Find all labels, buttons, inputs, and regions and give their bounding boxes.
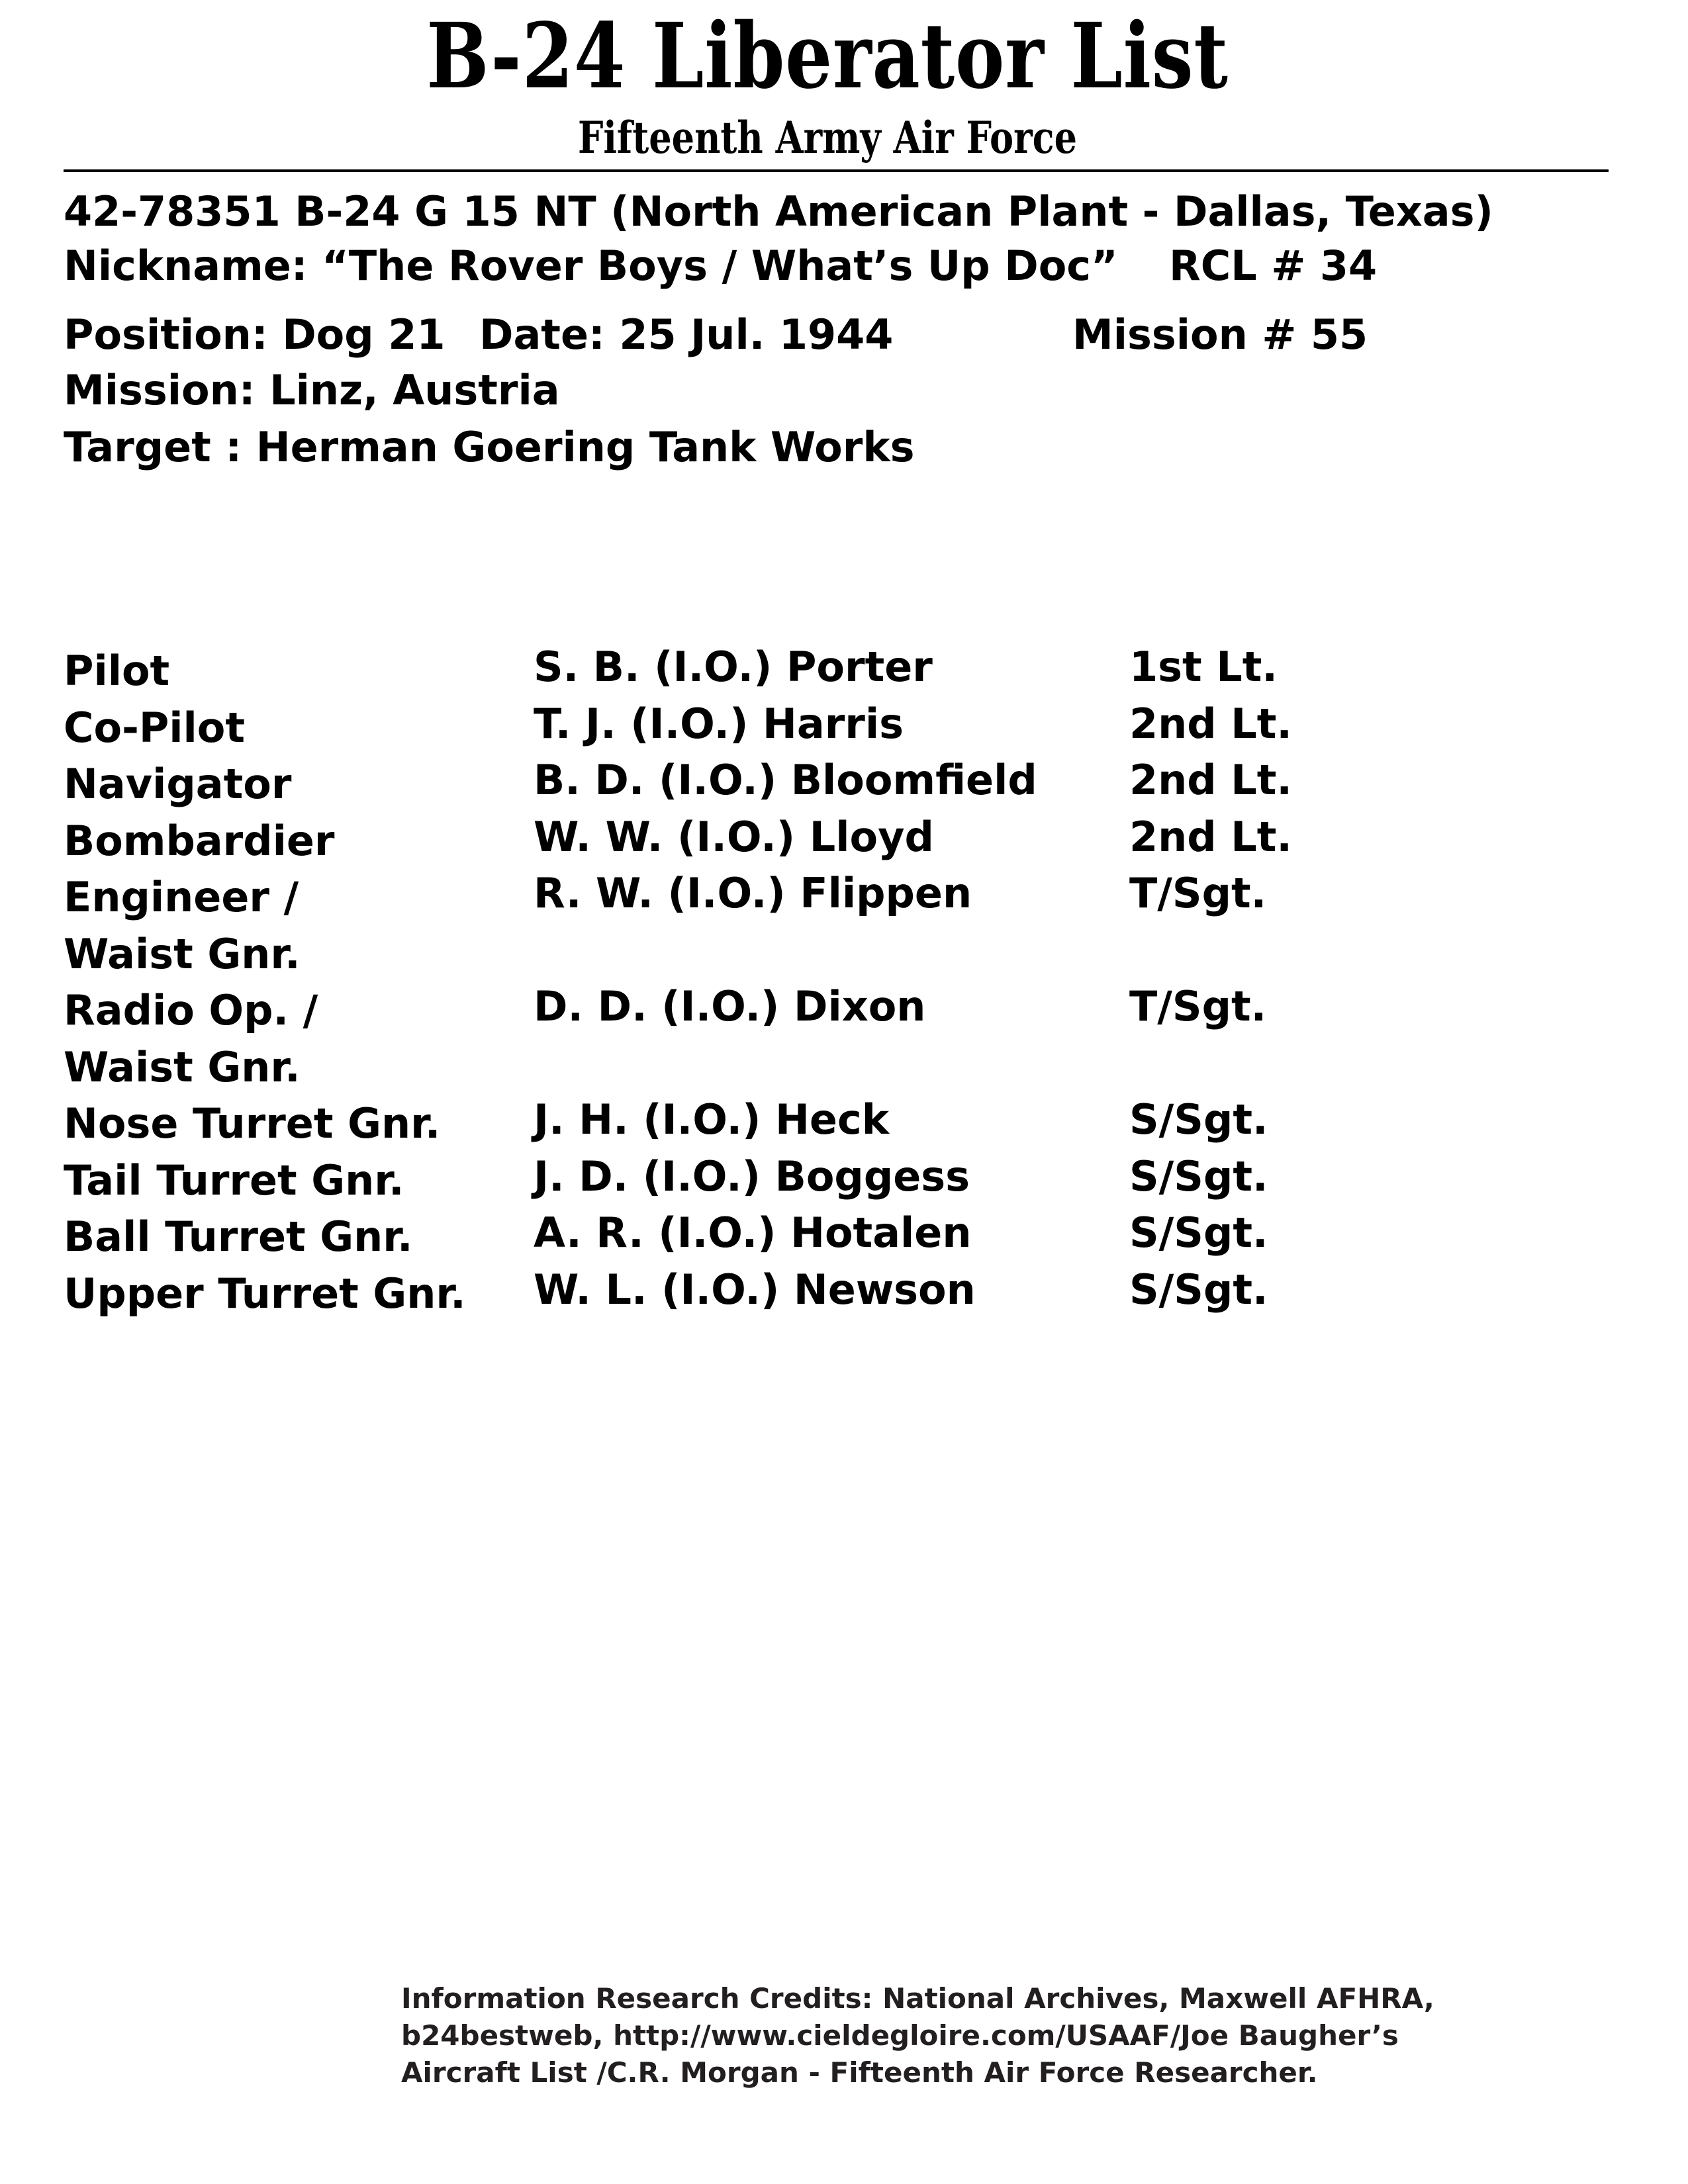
crew-name: R. W. (I.O.) Flippen [534, 869, 972, 917]
crew-name: B. D. (I.O.) Bloomfield [534, 756, 1037, 804]
crew-name: J. D. (I.O.) Boggess [534, 1152, 970, 1201]
header-divider [64, 169, 1609, 172]
crew-position: Waist Gnr. [64, 929, 301, 978]
crew-rank: S/Sgt. [1129, 1265, 1268, 1314]
crew-rank: T/Sgt. [1129, 982, 1267, 1030]
crew-name: W. W. (I.O.) Lloyd [534, 812, 934, 861]
crew-name: D. D. (I.O.) Dixon [534, 982, 926, 1030]
crew-position: Co-Pilot [64, 703, 246, 752]
crew-rank: S/Sgt. [1129, 1208, 1268, 1257]
crew-name: T. J. (I.O.) Harris [534, 699, 904, 748]
rcl-number: RCL # 34 [1169, 242, 1378, 290]
crew-rank: 2nd Lt. [1129, 812, 1292, 861]
mission: Mission: Linz, Austria [64, 366, 560, 414]
credits-line: b24bestweb, http://www.cieldegloire.com/USAAF/Joe Baugher’s [401, 2019, 1399, 2052]
credits-line: Aircraft List /C.R. Morgan - Fifteenth Air Force Researcher. [401, 2056, 1318, 2089]
crew-position: Engineer / [64, 873, 299, 921]
credits-line: Information Research Credits: National Archives, Maxwell AFHRA, [401, 1982, 1434, 2015]
crew-name: W. L. (I.O.) Newson [534, 1265, 976, 1314]
mission-number: Mission # 55 [1072, 310, 1368, 359]
crew-rank: T/Sgt. [1129, 869, 1267, 917]
crew-position: Bombardier [64, 816, 335, 865]
crew-position: Waist Gnr. [64, 1042, 301, 1091]
crew-name: S. B. (I.O.) Porter [534, 643, 933, 691]
crew-position: Radio Op. / [64, 986, 318, 1034]
crew-position: Tail Turret Gnr. [64, 1156, 404, 1205]
target: Target : Herman Goering Tank Works [64, 423, 915, 471]
crew-rank: 2nd Lt. [1129, 699, 1292, 748]
page-subtitle: Fifteenth Army Air Force [577, 112, 1078, 163]
nickname: Nickname: “The Rover Boys / What’s Up Doc” [64, 242, 1118, 290]
crew-rank: S/Sgt. [1129, 1095, 1268, 1144]
crew-rank: S/Sgt. [1129, 1152, 1268, 1201]
crew-position: Nose Turret Gnr. [64, 1099, 441, 1148]
crew-position: Ball Turret Gnr. [64, 1212, 413, 1261]
crew-rank: 2nd Lt. [1129, 756, 1292, 804]
crew-rank: 1st Lt. [1129, 643, 1278, 691]
crew-position: Upper Turret Gnr. [64, 1269, 466, 1318]
page-title: B-24 Liberator List [426, 3, 1229, 109]
research-credits [401, 1980, 1434, 2091]
position: Position: Dog 21 [64, 310, 445, 359]
crew-name: J. H. (I.O.) Heck [534, 1095, 889, 1144]
crew-position: Pilot [64, 647, 170, 695]
serial-line: 42-78351 B-24 G 15 NT (North American Plant - Dallas, Texas) [64, 187, 1493, 236]
crew-position: Navigator [64, 760, 292, 808]
crew-name: A. R. (I.O.) Hotalen [534, 1208, 972, 1257]
mission-date: Date: 25 Jul. 1944 [479, 310, 894, 359]
